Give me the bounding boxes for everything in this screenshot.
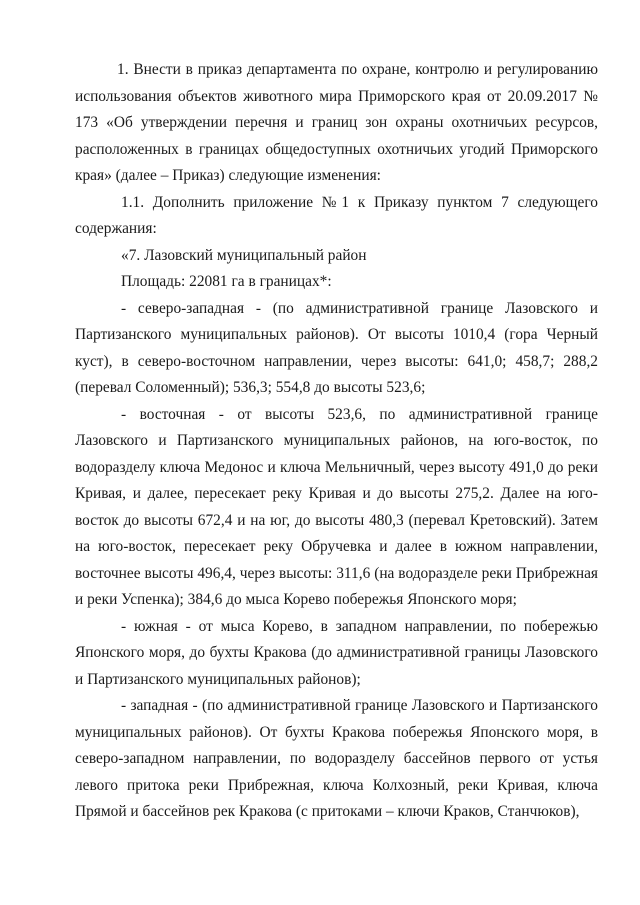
document-body: [75, 57, 598, 826]
paragraph-boundary-east: - восточная - от высоты 523,6, по административной границе Лазовского и Партизанского муниципальных районов, на юго-восток, по водоразделу ключа Медонос и ключа Мельничный, через высоту 491,0 до реки Кривая, и далее, пересекает реку Кривая и до высоты 275,2. Далее на юго-восток до высоты 672,4 и на юг, до высоты 480,3 (перевал Кретовский). Затем на юго-восток, пересекает реку Обручевка и далее в южном направлении, восточнее высоты 496,4, через высоты: 311,6 (на водоразделе реки Прибрежная и реки Успенка); 384,6 до мыса Корево побережья Японского моря;: [75, 405, 598, 608]
paragraph-area: Площадь: 22081 га в границах*:: [121, 273, 332, 290]
paragraph-amendment-intro: 1. Внести в приказ департамента по охране, контролю и регулированию использования объектов животного мира Приморского края от 20.09.2017 № 173 «Об утверждении перечня и границ зон охраны охотничьих ресурсов, расположенных в границах общедоступных охотничьих угодий Приморского края» (далее – Приказ) следующие изменения:: [75, 61, 598, 184]
paragraph-district-title: «7. Лазовский муниципальный район: [121, 246, 367, 264]
paragraph-boundary-northwest: - северо-западная - (по административной границе Лазовского и Партизанского муниципальных районов). От высоты 1010,4 (гора Черный куст), в северо-восточном направлении, через высоты: 641,0; 458,7; 288,2 (перевал Соломенный); 536,3; 554,8 до высоты 523,6;: [75, 299, 598, 396]
paragraph-clause-1-1: 1.1. Дополнить приложение №1 к Приказу пунктом 7 следующего содержания:: [75, 193, 598, 237]
paragraph-boundary-west: - западная - (по административной границе Лазовского и Партизанского муниципальных районов). От бухты Кракова побережья Японского моря, в северо-западном направлении, по водоразделу бассейнов первого от устья левого притока реки Прибрежная, ключа Колхозный, реки Кривая, ключа Прямой и бассейнов рек Кракова (с притоками – ключи Краков, Станчюков),: [75, 697, 598, 820]
paragraph-boundary-south: - южная - от мыса Корево, в западном направлении, по побережью Японского моря, до бухты Кракова (до административной границы Лазовского и Партизанского муниципальных районов);: [75, 617, 598, 688]
